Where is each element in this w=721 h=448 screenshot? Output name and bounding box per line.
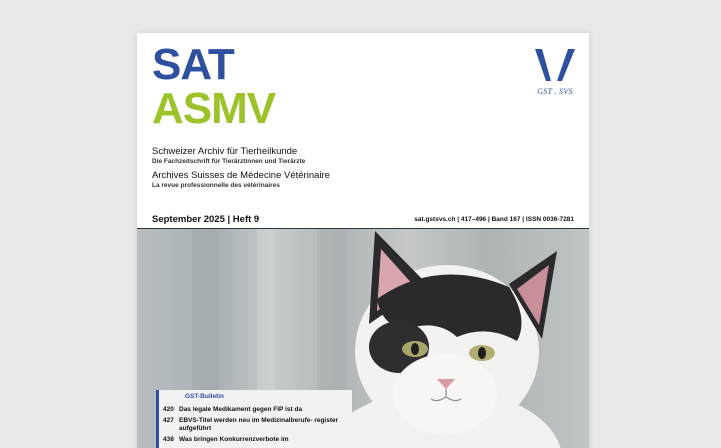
bulletin-item-page: 438 <box>163 436 174 443</box>
magazine-cover <box>137 33 589 448</box>
bulletin-item-page: 427 <box>163 417 174 424</box>
logo-text: GST . SVS <box>537 87 573 96</box>
bulletin-item <box>163 417 348 433</box>
german-subtitle: Die Fachzeitschrift für Tierärztinnen und Tierärzte <box>152 158 306 165</box>
bulletin-item <box>163 406 348 414</box>
bulletin-box <box>156 390 352 448</box>
bulletin-heading: GST-Bulletin <box>185 393 224 400</box>
bulletin-item-text: Das legale Medikament gegen FIP ist da <box>179 406 303 413</box>
masthead-asmv: ASMV <box>152 84 276 133</box>
gst-svs-logo <box>533 47 577 101</box>
issue-meta: sat.gstsvs.ch | 417–496 | Band 167 | ISSN 0036-7281 <box>414 216 574 223</box>
subtitle-block <box>152 146 330 194</box>
issue-date: September 2025 | Heft 9 <box>152 214 260 225</box>
german-title: Schweizer Archiv für Tierheilkunde <box>152 146 298 157</box>
bulletin-item-text: EBVS-Titel werden neu im Medizinalberufe- register aufgeführt <box>179 417 339 432</box>
gst-svs-logo-icon <box>533 47 577 87</box>
french-title: Archives Suisses de Médecine Vétérinaire <box>152 170 330 181</box>
bulletin-item <box>163 436 348 444</box>
bulletin-item-text: Was bringen Konkurrenzverbote im <box>179 436 289 443</box>
french-subtitle: La revue professionnelle des vétérinaires <box>152 182 280 189</box>
bulletin-item-page: 420 <box>163 406 174 413</box>
masthead-sat: SAT <box>152 40 234 89</box>
